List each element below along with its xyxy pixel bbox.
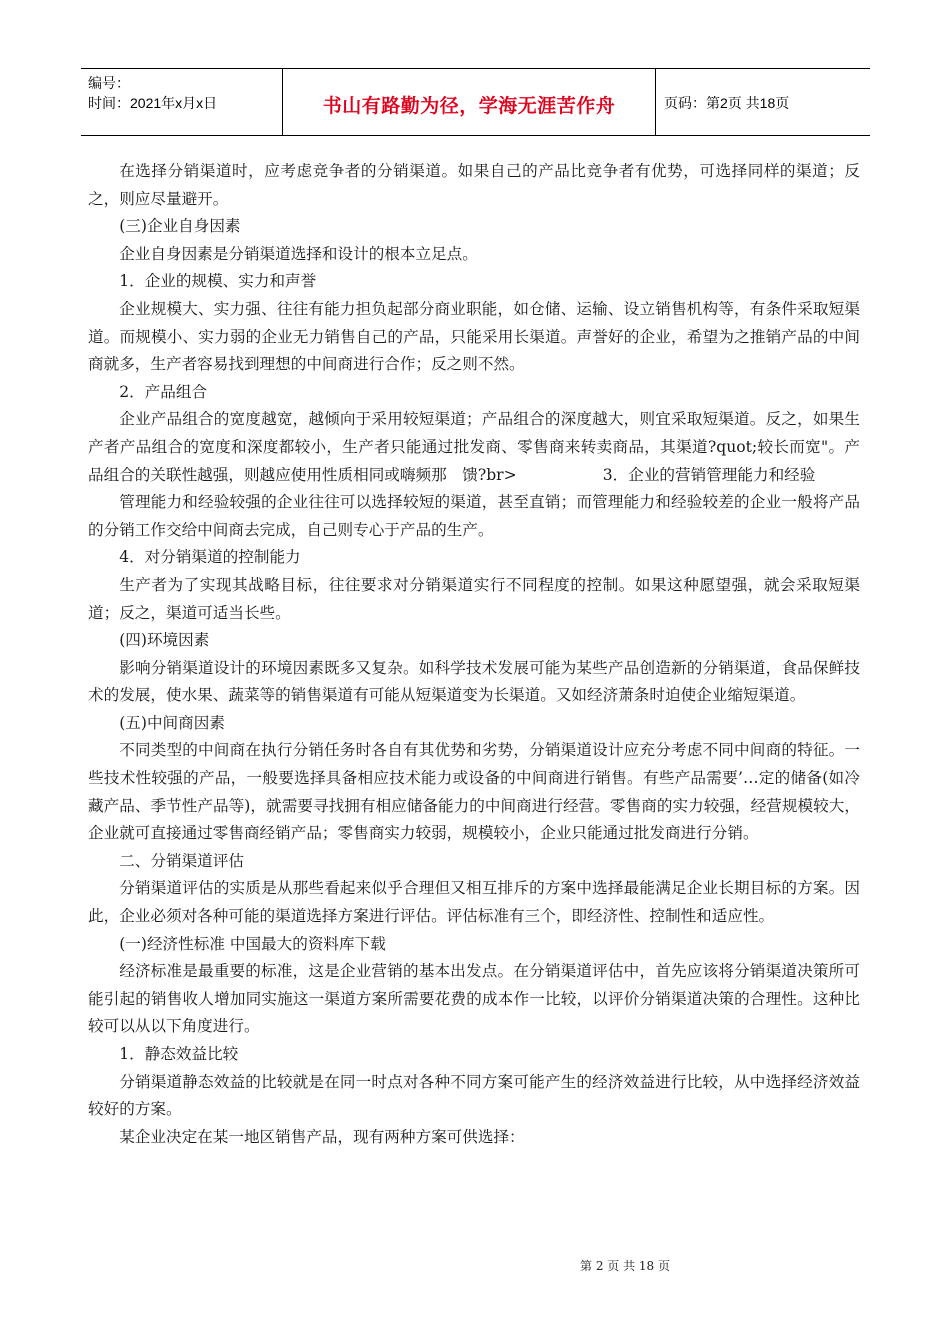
header-meta: [81, 69, 283, 135]
subsection-heading: 1．静态效益比较: [119, 1045, 239, 1063]
paragraph: 管理能力和经验较强的企业往往可以选择较短的渠道，甚至直销；而管理能力和经验较差的企业一般将产品的分销工作交给中间商去完成，自己则专心于产品的生产。: [88, 493, 860, 539]
section-heading: (三)企业自身因素: [119, 217, 241, 236]
paragraph: 分销渠道静态效益的比较就是在同一时点对各种不同方案可能产生的经济效益进行比较，从中选择经济效益较好的方案。: [88, 1072, 860, 1119]
paragraph: 分销渠道评估的实质是从那些看起来似乎合理但又相互排斥的方案中选择最能满足企业长期目标的方案。因此，企业必须对各种可能的渠道选择方案进行评估。评估标准有三个，即经济性、控制性和适应性。: [88, 879, 860, 926]
subsection-heading: 1．企业的规模、实力和声誉: [119, 272, 317, 291]
paragraph: 不同类型的中间商在执行分销任务时各自有其优势和劣势，分销渠道设计应充分考虑不同中间商的特征。一些技术性较强的产品，一般要选择具备相应技术能力或设备的中间商进行销售。有些产品需要’…定的储备(如冷藏产品、季节性产品等)，就需要寻找拥有相应储备能力的中间商进行经营。零售商的实力较强，经营规模较大，企业就可直接通过零售商经销产品；零售商实力较弱，规模较小，企业只能通过批发商进行分销。: [88, 741, 860, 843]
header-motto: 书山有路勤为径，学海无涯苦作舟: [283, 69, 656, 135]
paragraph: 企业自身因素是分销渠道选择和设计的根本立足点。: [119, 244, 478, 263]
section-heading: (一)经济性标准 中国最大的资料库下载: [119, 934, 386, 953]
section-heading: (五)中间商因素: [119, 713, 225, 732]
subsection-heading: 3．企业的营销管理能力和经验: [602, 465, 816, 484]
chapter-heading: 二、分销渠道评估: [119, 851, 244, 870]
paragraph: 某企业决定在某一地区销售产品，现有两种方案可供选择：: [119, 1127, 525, 1146]
paragraph-text: 企业产品组合的宽度越宽，越倾向于采用较短渠道；产品组合的深度越大，则宜采取短渠道。反之，如果生产者产品组合的宽度和深度都较小，生产者只能通过批发商、零售商来转卖商品，其渠道?quot;较长而宽"。产品组合的关联性越强，则越应使用性质相同或嗨频那 馈?br>: [88, 410, 860, 484]
header-number: 编号：: [88, 75, 130, 91]
header-time: 时间：2021年x月x日: [88, 95, 218, 111]
subsection-heading: 2．产品组合: [119, 382, 208, 401]
section-heading: (四)环境因素: [119, 631, 210, 650]
document-body: [88, 158, 860, 1151]
subsection-heading: 4．对分销渠道的控制能力: [119, 548, 301, 567]
paragraph: 在选择分销渠道时，应考虑竞争者的分销渠道。如果自己的产品比竞争者有优势，可选择同样的渠道；反之，则应尽量避开。: [88, 162, 860, 208]
paragraph: 经济标准是最重要的标准，这是企业营销的基本出发点。在分销渠道评估中，首先应该将分销渠道决策所可能引起的销售收人增加同实施这一渠道方案所需要花费的成本作一比较，以评价分销渠道决策的合理性。这种比较可以从以下角度进行。: [88, 962, 860, 1036]
page-header: [81, 68, 870, 136]
header-page-number: 页码：第2页 共18页: [664, 95, 790, 111]
paragraph: [88, 406, 860, 489]
paragraph: 生产者为了实现其战略目标，往往要求对分销渠道实行不同程度的控制。如果这种愿望强，就会采取短渠道；反之，渠道可适当长些。: [88, 575, 860, 622]
page-footer: 第 2 页 共 18 页: [580, 1259, 670, 1273]
paragraph: 影响分销渠道设计的环境因素既多又复杂。如科学技术发展可能为某些产品创造新的分销渠道，食品保鲜技术的发展，使水果、蔬菜等的销售渠道有可能从短渠道变为长渠道。又如经济萧条时迫使企业缩短渠道。: [88, 658, 860, 705]
paragraph: 企业规模大、实力强、往往有能力担负起部分商业职能，如仓储、运输、设立销售机构等，有条件采取短渠道。而规模小、实力弱的企业无力销售自己的产品，只能采用长渠道。声誉好的企业，希望为之推销产品的中间商就多，生产者容易找到理想的中间商进行合作；反之则不然。: [88, 299, 860, 374]
